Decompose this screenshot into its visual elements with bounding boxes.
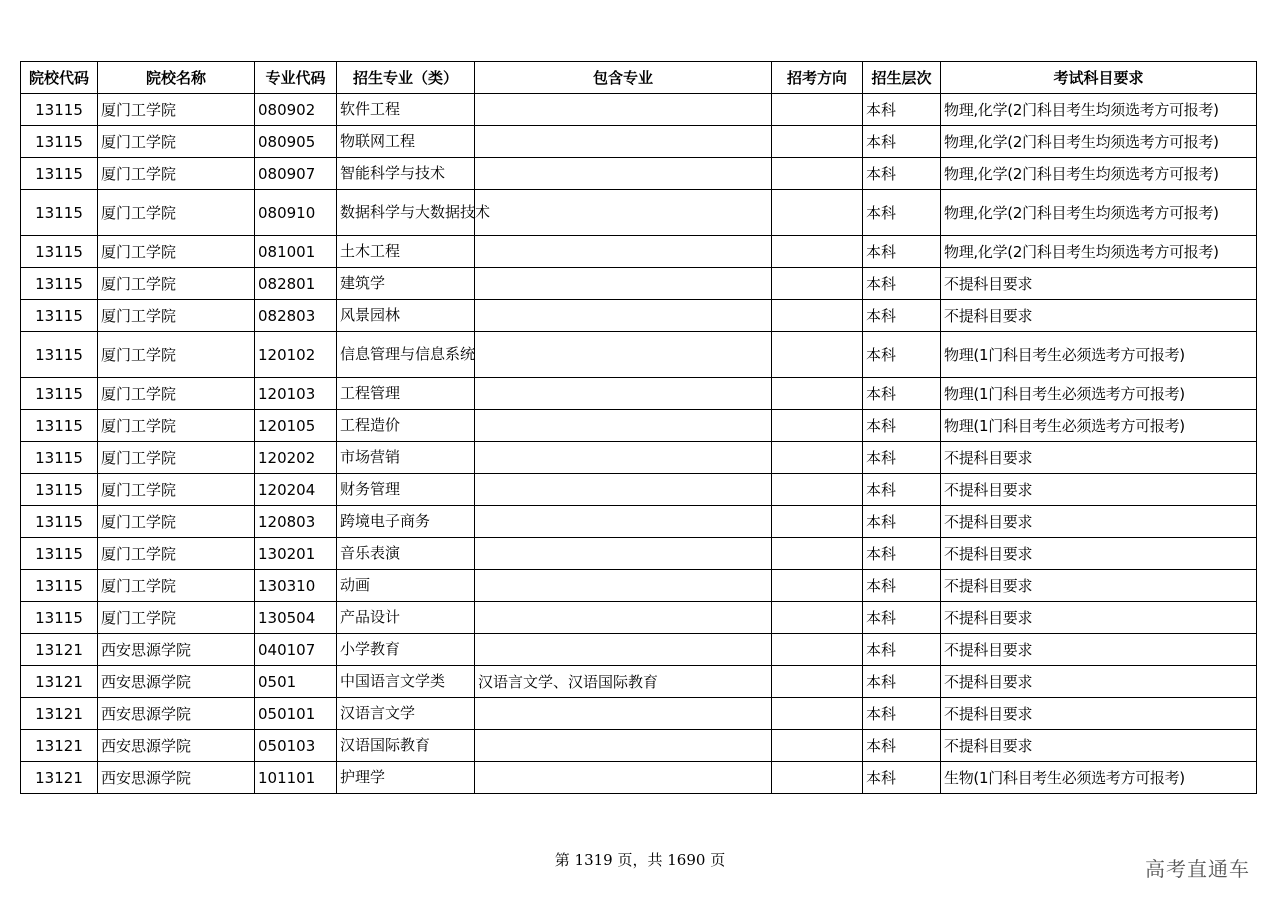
cell-direction [772, 94, 863, 126]
table-row [21, 378, 1257, 410]
cell-includes [475, 538, 772, 570]
cell-requirement: 物理(1门科目考生必须选考方可报考) [941, 378, 1257, 410]
cell-school-name: 厦门工学院 [98, 236, 255, 268]
cell-direction [772, 698, 863, 730]
cell-level: 本科 [863, 570, 941, 602]
cell-major: 土木工程 [337, 236, 475, 268]
cell-level: 本科 [863, 538, 941, 570]
cell-level: 本科 [863, 126, 941, 158]
table-row [21, 538, 1257, 570]
cell-level: 本科 [863, 634, 941, 666]
cell-direction [772, 506, 863, 538]
table-row [21, 602, 1257, 634]
cell-school-code: 13115 [21, 190, 98, 236]
header-major: 招生专业（类） [337, 62, 475, 94]
cell-includes [475, 268, 772, 300]
cell-includes [475, 300, 772, 332]
cell-direction [772, 158, 863, 190]
cell-major: 小学教育 [337, 634, 475, 666]
cell-level: 本科 [863, 506, 941, 538]
table-row [21, 506, 1257, 538]
cell-requirement: 物理,化学(2门科目考生均须选考方可报考) [941, 94, 1257, 126]
cell-school-code: 13121 [21, 762, 98, 794]
cell-includes [475, 506, 772, 538]
cell-includes [475, 190, 772, 236]
cell-school-code: 13115 [21, 268, 98, 300]
cell-level: 本科 [863, 378, 941, 410]
cell-requirement: 不提科目要求 [941, 634, 1257, 666]
cell-requirement: 不提科目要求 [941, 730, 1257, 762]
cell-major-code: 120105 [255, 410, 337, 442]
cell-direction [772, 730, 863, 762]
table-row [21, 666, 1257, 698]
cell-direction [772, 268, 863, 300]
cell-level: 本科 [863, 410, 941, 442]
cell-major-code: 050103 [255, 730, 337, 762]
cell-school-name: 厦门工学院 [98, 602, 255, 634]
cell-major: 建筑学 [337, 268, 475, 300]
cell-major-code: 130504 [255, 602, 337, 634]
cell-school-code: 13121 [21, 698, 98, 730]
cell-major: 产品设计 [337, 602, 475, 634]
cell-requirement: 不提科目要求 [941, 698, 1257, 730]
cell-direction [772, 634, 863, 666]
cell-school-name: 厦门工学院 [98, 506, 255, 538]
table-row [21, 190, 1257, 236]
cell-major: 风景园林 [337, 300, 475, 332]
cell-major: 市场营销 [337, 442, 475, 474]
cell-direction [772, 762, 863, 794]
cell-school-name: 厦门工学院 [98, 570, 255, 602]
header-level: 招生层次 [863, 62, 941, 94]
cell-includes [475, 378, 772, 410]
cell-includes [475, 158, 772, 190]
cell-requirement: 物理(1门科目考生必须选考方可报考) [941, 332, 1257, 378]
cell-school-name: 厦门工学院 [98, 158, 255, 190]
header-includes: 包含专业 [475, 62, 772, 94]
cell-level: 本科 [863, 332, 941, 378]
cell-school-name: 西安思源学院 [98, 762, 255, 794]
cell-requirement: 不提科目要求 [941, 442, 1257, 474]
cell-major-code: 080907 [255, 158, 337, 190]
cell-requirement: 不提科目要求 [941, 474, 1257, 506]
cell-requirement: 不提科目要求 [941, 506, 1257, 538]
header-row [21, 62, 1257, 94]
cell-direction [772, 236, 863, 268]
header-requirement: 考试科目要求 [941, 62, 1257, 94]
cell-direction [772, 300, 863, 332]
cell-requirement: 不提科目要求 [941, 300, 1257, 332]
cell-includes [475, 236, 772, 268]
cell-level: 本科 [863, 730, 941, 762]
cell-major: 财务管理 [337, 474, 475, 506]
cell-major-code: 120803 [255, 506, 337, 538]
cell-requirement: 不提科目要求 [941, 268, 1257, 300]
cell-includes [475, 634, 772, 666]
cell-direction [772, 332, 863, 378]
cell-includes [475, 332, 772, 378]
cell-school-code: 13121 [21, 634, 98, 666]
cell-school-code: 13115 [21, 158, 98, 190]
admission-table [20, 61, 1257, 794]
cell-school-code: 13121 [21, 730, 98, 762]
cell-school-name: 厦门工学院 [98, 126, 255, 158]
cell-level: 本科 [863, 666, 941, 698]
cell-includes [475, 94, 772, 126]
table-row [21, 126, 1257, 158]
cell-school-code: 13115 [21, 236, 98, 268]
cell-major-code: 120204 [255, 474, 337, 506]
cell-school-code: 13115 [21, 378, 98, 410]
header-school-name: 院校名称 [98, 62, 255, 94]
cell-requirement: 不提科目要求 [941, 538, 1257, 570]
cell-level: 本科 [863, 762, 941, 794]
header-major-code: 专业代码 [255, 62, 337, 94]
cell-direction [772, 666, 863, 698]
cell-includes [475, 474, 772, 506]
cell-major-code: 050101 [255, 698, 337, 730]
cell-includes [475, 442, 772, 474]
cell-major-code: 081001 [255, 236, 337, 268]
cell-direction [772, 410, 863, 442]
cell-direction [772, 570, 863, 602]
table-row [21, 730, 1257, 762]
cell-school-name: 西安思源学院 [98, 698, 255, 730]
watermark-logo: 高考直通车 [1145, 857, 1250, 881]
cell-major-code: 0501 [255, 666, 337, 698]
cell-school-name: 西安思源学院 [98, 730, 255, 762]
cell-major-code: 130201 [255, 538, 337, 570]
cell-major-code: 120103 [255, 378, 337, 410]
table-row [21, 300, 1257, 332]
cell-level: 本科 [863, 602, 941, 634]
table-row [21, 158, 1257, 190]
page-number: 第 1319 页，共 1690 页 [554, 851, 726, 869]
cell-school-code: 13115 [21, 126, 98, 158]
cell-level: 本科 [863, 94, 941, 126]
cell-level: 本科 [863, 442, 941, 474]
table-row [21, 442, 1257, 474]
cell-direction [772, 190, 863, 236]
cell-major-code: 130310 [255, 570, 337, 602]
table-row [21, 268, 1257, 300]
header-school-code: 院校代码 [21, 62, 98, 94]
cell-major: 汉语言文学 [337, 698, 475, 730]
cell-level: 本科 [863, 698, 941, 730]
cell-major: 软件工程 [337, 94, 475, 126]
cell-major: 中国语言文学类 [337, 666, 475, 698]
table-row [21, 236, 1257, 268]
cell-school-code: 13115 [21, 538, 98, 570]
cell-includes [475, 410, 772, 442]
cell-requirement: 物理,化学(2门科目考生均须选考方可报考) [941, 190, 1257, 236]
cell-major-code: 120102 [255, 332, 337, 378]
cell-major: 信息管理与信息系统 [337, 332, 475, 378]
cell-major-code: 080910 [255, 190, 337, 236]
cell-school-code: 13121 [21, 666, 98, 698]
cell-includes [475, 698, 772, 730]
cell-school-name: 西安思源学院 [98, 634, 255, 666]
table-row [21, 94, 1257, 126]
cell-includes [475, 730, 772, 762]
header-direction: 招考方向 [772, 62, 863, 94]
cell-school-name: 厦门工学院 [98, 410, 255, 442]
cell-includes [475, 126, 772, 158]
cell-major: 工程造价 [337, 410, 475, 442]
cell-direction [772, 602, 863, 634]
cell-school-code: 13115 [21, 94, 98, 126]
cell-direction [772, 442, 863, 474]
cell-level: 本科 [863, 190, 941, 236]
cell-major: 智能科学与技术 [337, 158, 475, 190]
cell-school-name: 厦门工学院 [98, 332, 255, 378]
table-row [21, 474, 1257, 506]
cell-school-code: 13115 [21, 442, 98, 474]
cell-major-code: 082803 [255, 300, 337, 332]
cell-school-code: 13115 [21, 410, 98, 442]
cell-major-code: 080905 [255, 126, 337, 158]
cell-major: 汉语国际教育 [337, 730, 475, 762]
cell-school-name: 厦门工学院 [98, 94, 255, 126]
cell-major: 护理学 [337, 762, 475, 794]
cell-level: 本科 [863, 268, 941, 300]
cell-school-name: 厦门工学院 [98, 268, 255, 300]
cell-requirement: 物理,化学(2门科目考生均须选考方可报考) [941, 158, 1257, 190]
cell-major-code: 120202 [255, 442, 337, 474]
cell-major-code: 080902 [255, 94, 337, 126]
cell-direction [772, 126, 863, 158]
cell-school-name: 厦门工学院 [98, 474, 255, 506]
cell-level: 本科 [863, 300, 941, 332]
cell-level: 本科 [863, 158, 941, 190]
cell-school-code: 13115 [21, 474, 98, 506]
cell-school-code: 13115 [21, 300, 98, 332]
cell-includes: 汉语言文学、汉语国际教育 [475, 666, 772, 698]
cell-school-code: 13115 [21, 602, 98, 634]
cell-major-code: 040107 [255, 634, 337, 666]
table-row [21, 762, 1257, 794]
cell-major: 动画 [337, 570, 475, 602]
cell-level: 本科 [863, 236, 941, 268]
cell-direction [772, 538, 863, 570]
cell-major: 数据科学与大数据技术 [337, 190, 475, 236]
cell-major: 音乐表演 [337, 538, 475, 570]
cell-level: 本科 [863, 474, 941, 506]
cell-major-code: 082801 [255, 268, 337, 300]
cell-school-code: 13115 [21, 332, 98, 378]
table-row [21, 570, 1257, 602]
cell-requirement: 不提科目要求 [941, 602, 1257, 634]
cell-school-name: 厦门工学院 [98, 538, 255, 570]
cell-school-name: 厦门工学院 [98, 378, 255, 410]
table-row [21, 332, 1257, 378]
table-row [21, 410, 1257, 442]
cell-school-name: 西安思源学院 [98, 666, 255, 698]
cell-direction [772, 378, 863, 410]
cell-major-code: 101101 [255, 762, 337, 794]
cell-school-name: 厦门工学院 [98, 190, 255, 236]
cell-school-name: 厦门工学院 [98, 442, 255, 474]
cell-major: 物联网工程 [337, 126, 475, 158]
cell-requirement: 物理,化学(2门科目考生均须选考方可报考) [941, 126, 1257, 158]
cell-major: 工程管理 [337, 378, 475, 410]
cell-requirement: 生物(1门科目考生必须选考方可报考) [941, 762, 1257, 794]
cell-requirement: 物理(1门科目考生必须选考方可报考) [941, 410, 1257, 442]
cell-school-name: 厦门工学院 [98, 300, 255, 332]
cell-requirement: 不提科目要求 [941, 570, 1257, 602]
cell-direction [772, 474, 863, 506]
cell-major: 跨境电子商务 [337, 506, 475, 538]
cell-requirement: 物理,化学(2门科目考生均须选考方可报考) [941, 236, 1257, 268]
cell-requirement: 不提科目要求 [941, 666, 1257, 698]
cell-includes [475, 570, 772, 602]
cell-includes [475, 762, 772, 794]
cell-includes [475, 602, 772, 634]
cell-school-code: 13115 [21, 570, 98, 602]
table-row [21, 698, 1257, 730]
table-row [21, 634, 1257, 666]
cell-school-code: 13115 [21, 506, 98, 538]
